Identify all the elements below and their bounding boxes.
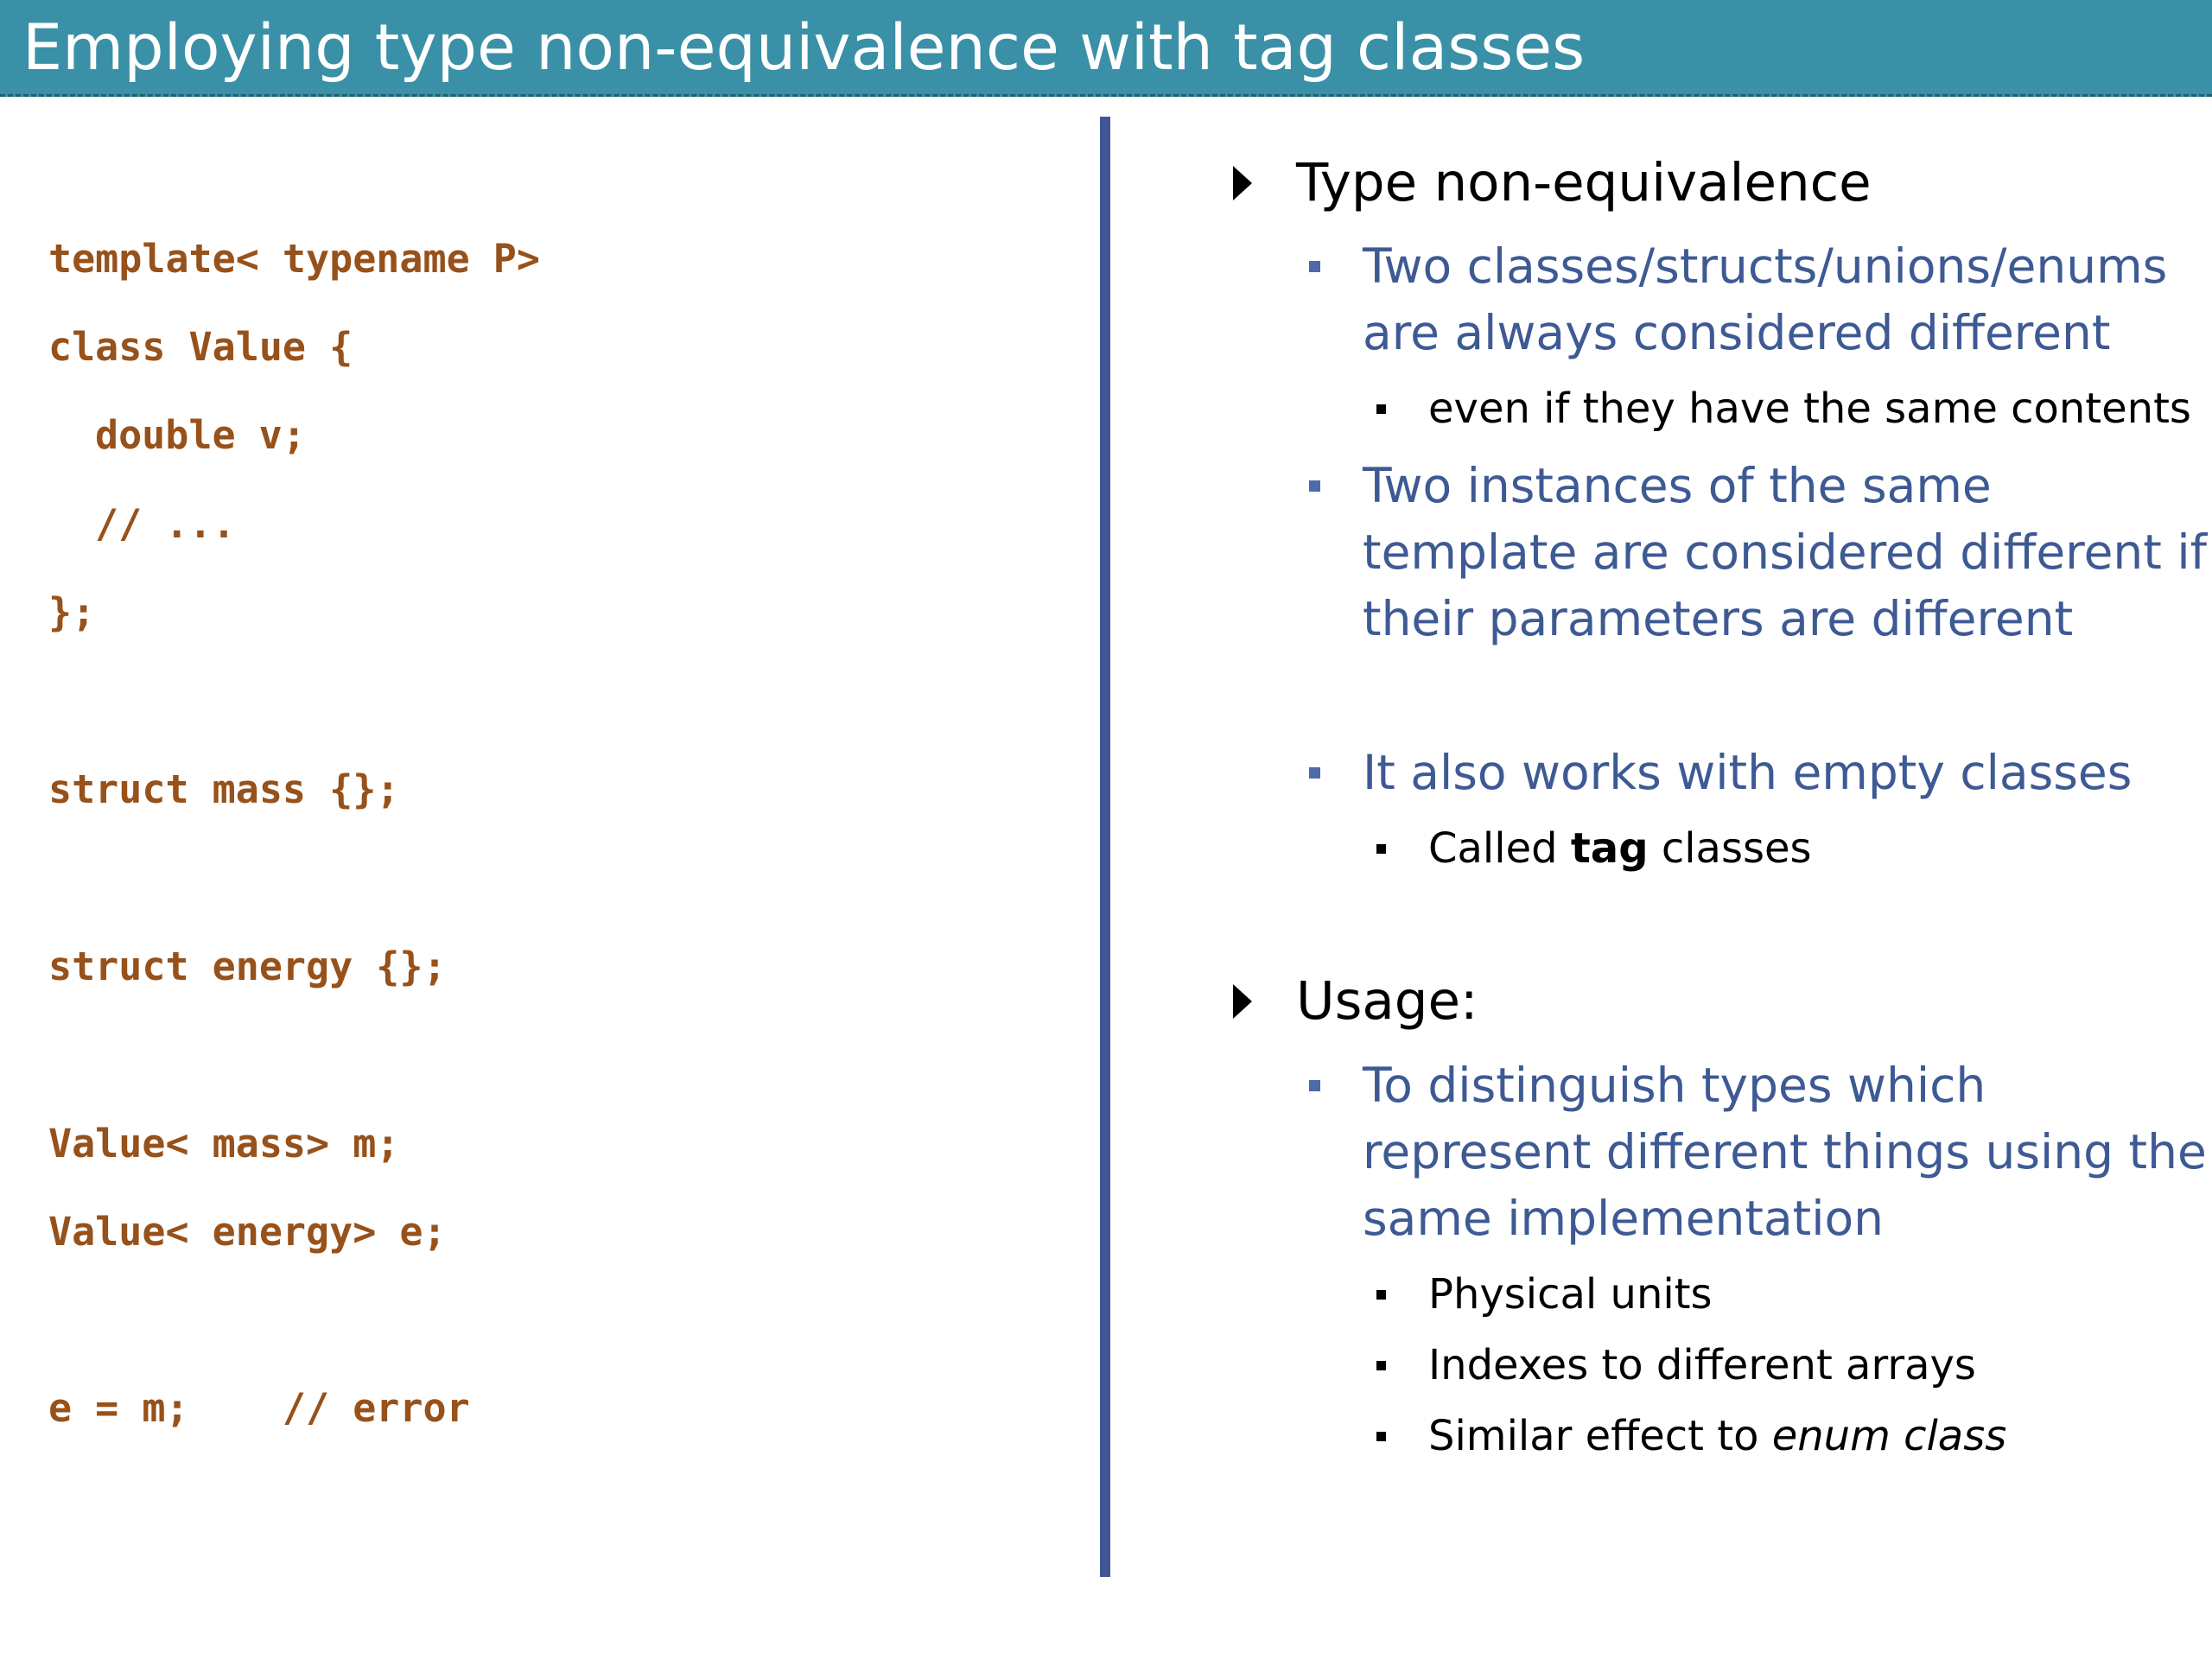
code-line: e = m; // error <box>48 1385 470 1431</box>
title-bar <box>0 0 2212 97</box>
sub-bullet-text: even if they have the same contents <box>1428 385 2191 433</box>
code-line: Value< energy> e; <box>48 1209 447 1255</box>
bullet-text: same implementation <box>1363 1191 1885 1246</box>
italic-term: enum class <box>1771 1412 2007 1460</box>
square-bullet-icon <box>1309 480 1320 492</box>
section-heading: Type non-equivalence <box>1296 152 1872 213</box>
code-line: struct mass {}; <box>48 766 400 812</box>
bullet-text: are always considered different <box>1363 305 2111 360</box>
sub-bullet-text: Physical units <box>1428 1270 1713 1319</box>
code-line: Value< mass> m; <box>48 1121 400 1166</box>
small-square-bullet-icon <box>1376 404 1386 414</box>
small-square-bullet-icon <box>1376 844 1386 854</box>
sub-bullet-text-part: Called <box>1428 824 1571 873</box>
bold-term: tag <box>1570 824 1649 873</box>
code-line: template< typename P> <box>48 236 540 282</box>
triangle-bullet-icon <box>1233 984 1252 1019</box>
bullet-text: represent different things using the <box>1363 1124 2207 1179</box>
sub-bullet-text: Indexes to different arrays <box>1428 1341 1976 1389</box>
code-line: struct energy {}; <box>48 944 447 989</box>
bullet-text: template are considered different if <box>1363 524 2207 580</box>
square-bullet-icon <box>1309 767 1320 779</box>
small-square-bullet-icon <box>1376 1290 1386 1300</box>
code-line: class Value { <box>48 324 353 370</box>
bullet-text: It also works with empty classes <box>1363 745 2133 800</box>
square-bullet-icon <box>1309 1080 1320 1091</box>
code-line: double v; <box>95 412 306 458</box>
bullet-text: Two instances of the same <box>1363 458 1992 513</box>
slide-title: Employing type non-equivalence with tag classes <box>22 11 1586 85</box>
code-line: // ... <box>95 501 236 547</box>
bullet-text: Two classes/structs/unions/enums <box>1363 238 2168 294</box>
column-divider <box>1100 117 1110 1577</box>
bullet-text: their parameters are different <box>1363 591 2074 646</box>
sub-bullet-text-part: Similar effect to <box>1428 1412 1772 1460</box>
bullet-text: To distinguish types which <box>1363 1058 1986 1113</box>
triangle-bullet-icon <box>1233 166 1252 200</box>
sub-bullet-text-part: classes <box>1648 824 1812 873</box>
section-heading: Usage: <box>1296 970 1478 1032</box>
small-square-bullet-icon <box>1376 1432 1386 1441</box>
square-bullet-icon <box>1309 261 1320 272</box>
sub-bullet-text <box>1428 1409 2006 1463</box>
small-square-bullet-icon <box>1376 1361 1386 1370</box>
sub-bullet-text <box>1428 822 1812 875</box>
code-line: }; <box>48 589 96 635</box>
